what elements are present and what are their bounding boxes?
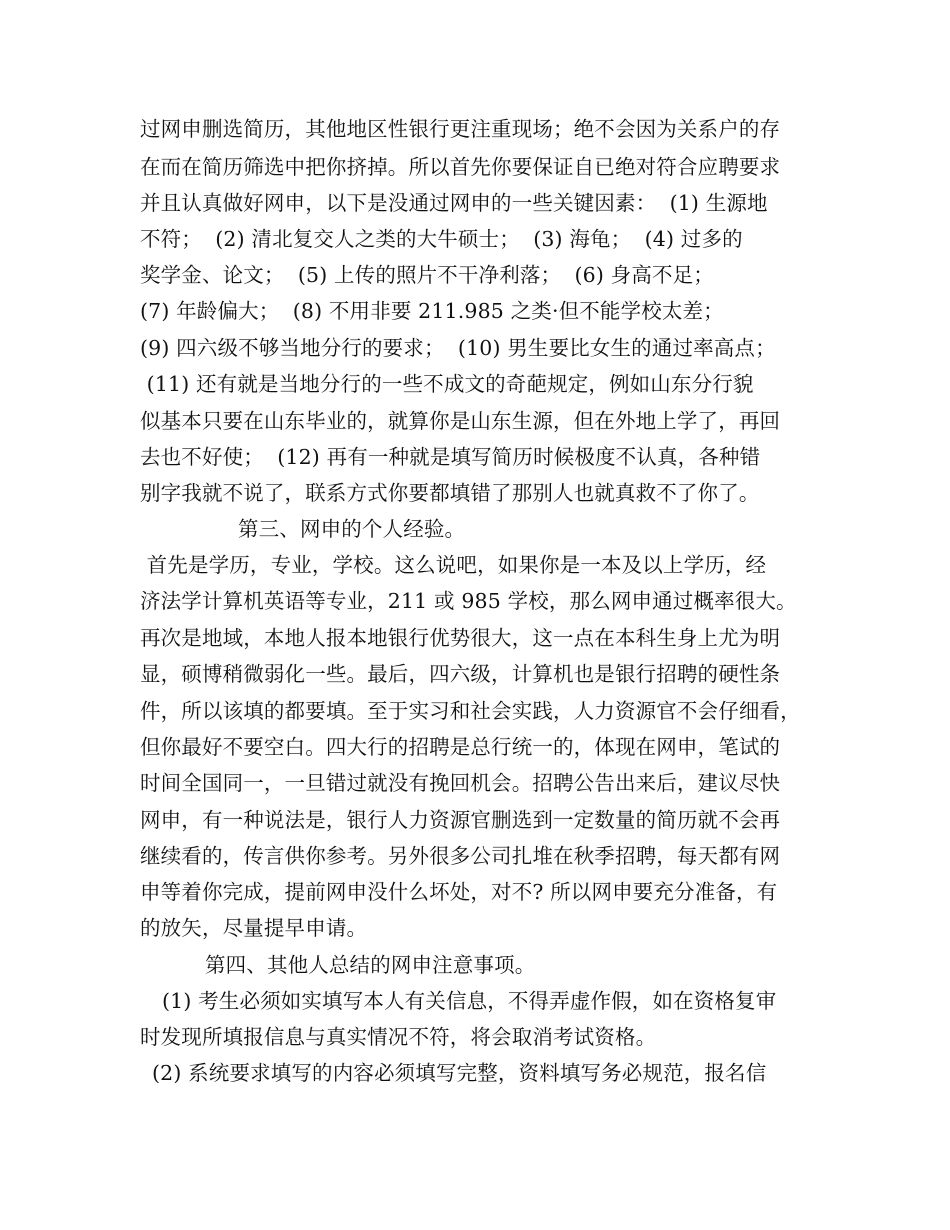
text-line: 申等着你完成，提前网申没什么坏处，对不? 所以网申要充分准备，有 [140,880,778,904]
section-heading: 第四、其他人总结的网申注意事项。 [205,953,536,977]
text-line: 时发现所填报信息与真实情况不符，将会取消考试资格。 [140,1025,657,1049]
text-line: 并且认真做好网申，以下是没通过网申的一些关键因素： (1) 生源地 [140,191,768,215]
text-line: 在而在简历筛选中把你挤掉。所以首先你要保证自已绝对符合应聘要求 [140,155,781,179]
section-heading: 第三、网申的个人经验。 [238,517,466,541]
text-line: 继续看的，传言供你参考。另外很多公司扎堆在秋季招聘，每天都有网 [140,844,781,868]
text-line: 显，硕博稍微弱化一些。最后，四六级，计算机也是银行招聘的硬性条 [140,662,781,686]
text-line: (2) 系统要求填写的内容必须填写完整，资料填写务必规范，报名信 [152,1061,767,1085]
text-line: (11) 还有就是当地分行的一些不成文的奇葩规定，例如山东分行貌 [140,372,754,396]
text-line: 奖学金、论文； (5) 上传的照片不干净利落； (6) 身高不足； [140,263,714,287]
text-line: 件，所以该填的都要填。至于实习和社会实践，人力资源官不会仔细看， [140,699,801,723]
text-line: 但你最好不要空白。四大行的招聘是总行统一的，体现在网申，笔试的 [140,735,781,759]
text-line: 似基本只要在山东毕业的，就算你是山东生源，但在外地上学了，再回 [140,409,781,433]
text-line: 别字我就不说了，联系方式你要都填错了那别人也就真救不了你了。 [140,481,760,505]
text-line: 再次是地域，本地人报本地银行优势很大，这一点在本科生身上尤为明 [140,626,781,650]
text-line: 济法学计算机英语等专业，211 或 985 学校，那么网申通过概率很大。 [140,589,797,613]
text-line: 的放矢，尽量提早申请。 [140,916,368,940]
text-line: (7) 年龄偏大； (8) 不用非要 211.985 之类·但不能学校太差； [140,299,724,323]
text-line: 不符； (2) 清北复交人之类的大牛硕士； (3) 海龟； (4) 过多的 [140,227,743,251]
text-line: 时间全国同一，一旦错过就没有挽回机会。招聘公告出来后，建议尽快 [140,771,781,795]
text-line: 过网申删选简历，其他地区性银行更注重现场；绝不会因为关系户的存 [140,117,781,141]
text-line: 首先是学历，专业，学校。这么说吧，如果你是一本及以上学历，经 [140,553,767,577]
text-line: 网申，有一种说法是，银行人力资源官删选到一定数量的简历就不会再 [140,808,781,832]
text-line: (1) 考生必须如实填写本人有关信息，不得弄虚作假，如在资格复审 [162,989,777,1013]
text-line: (9) 四六级不够当地分行的要求； (10) 男生要比女生的通过率高点； [140,336,776,360]
text-line: 去也不好使； (12) 再有一种就是填写简历时候极度不认真，各种错 [140,445,761,469]
